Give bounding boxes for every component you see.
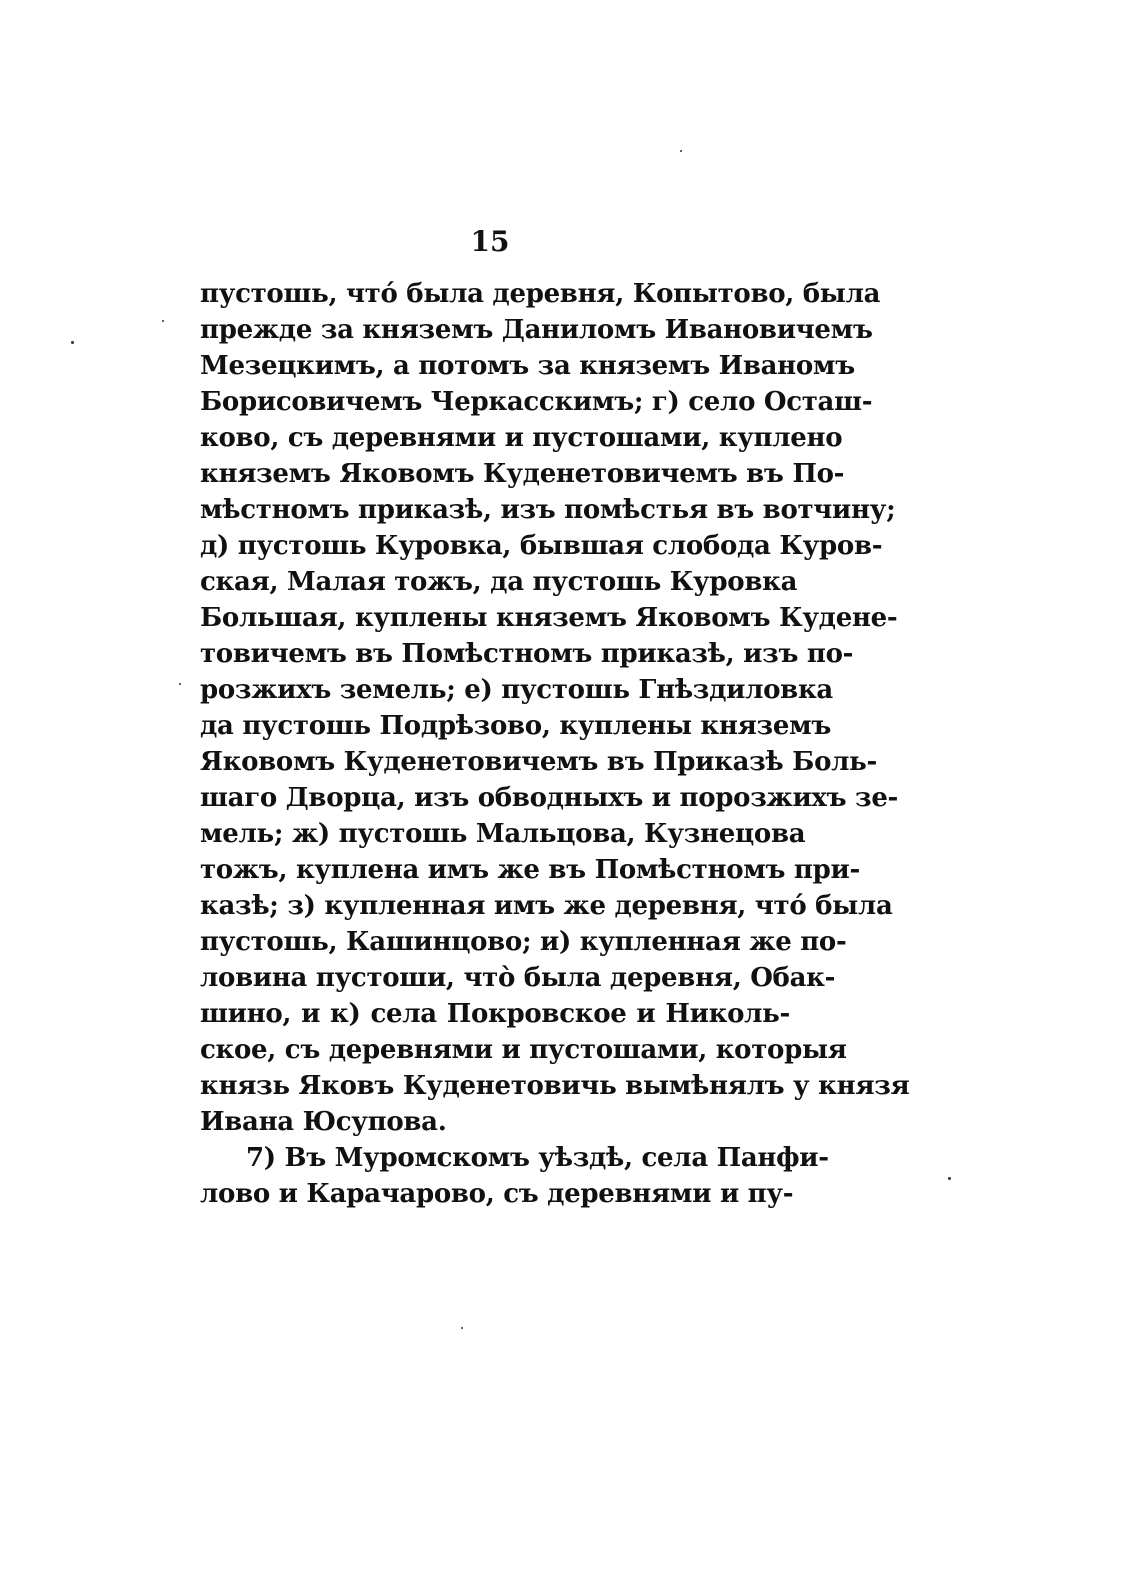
text-line: князь Яковъ Куденетовичь вымѣнялъ у князя (200, 1071, 910, 1101)
text-line: д) пустошь Куровка, бывшая слобода Куров- (200, 531, 883, 561)
text-line: мѣстномъ приказѣ, изъ помѣстья въ вотчину; (200, 495, 896, 525)
text-line: ловина пустоши, чтò была деревня, Обак- (200, 963, 836, 993)
text-line: княземъ Яковомъ Куденетовичемъ въ По- (200, 459, 845, 489)
text-line: Борисовичемъ Черкасскимъ; г) село Осташ- (200, 387, 873, 417)
scan-speck (179, 683, 181, 685)
scan-speck (461, 1327, 463, 1329)
text-line: ское, съ деревнями и пустошами, которыя (200, 1035, 847, 1065)
text-line: лово и Карачарово, съ деревнями и пу- (200, 1179, 794, 1209)
paragraph (200, 276, 910, 1140)
paragraph (200, 1140, 829, 1212)
scan-speck (71, 341, 74, 344)
text-line: тожъ, куплена имъ же въ Помѣстномъ при- (200, 855, 861, 885)
text-line: Большая, куплены княземъ Яковомъ Кудене- (200, 603, 898, 633)
body-text (200, 276, 910, 1212)
text-line: товичемъ въ Помѣстномъ приказѣ, изъ по- (200, 639, 854, 669)
text-line: прежде за княземъ Даниломъ Ивановичемъ (200, 315, 873, 345)
text-line: казѣ; з) купленная имъ же деревня, чтó была (200, 891, 893, 921)
text-line: да пустошь Подрѣзово, куплены княземъ (200, 711, 832, 741)
text-line: мель; ж) пустошь Мальцова, Кузнецова (200, 819, 806, 849)
scan-speck (680, 150, 682, 152)
scan-speck (948, 1177, 951, 1180)
text-line: розжихъ земель; е) пустошь Гнѣздиловка (200, 675, 833, 705)
page-number: 15 (470, 225, 510, 258)
text-line: 7) Въ Муромскомъ уѣздѣ, села Панфи- (246, 1143, 829, 1173)
text-line: шино, и к) села Покровское и Николь- (200, 999, 790, 1029)
text-line: ково, съ деревнями и пустошами, куплено (200, 423, 843, 453)
text-line: шаго Дворца, изъ обводныхъ и порозжихъ зе- (200, 783, 899, 813)
text-line: ская, Малая тожъ, да пустошь Куровка (200, 567, 798, 597)
text-line: пустошь, Кашинцово; и) купленная же по- (200, 927, 847, 957)
text-line: Яковомъ Куденетовичемъ въ Приказѣ Боль- (200, 747, 877, 777)
text-line: пустошь, чтó была деревня, Копытово, была (200, 279, 881, 309)
text-line: Мезецкимъ, а потомъ за княземъ Иваномъ (200, 351, 855, 381)
scan-speck (162, 320, 164, 322)
text-line: Ивана Юсупова. (200, 1107, 447, 1137)
